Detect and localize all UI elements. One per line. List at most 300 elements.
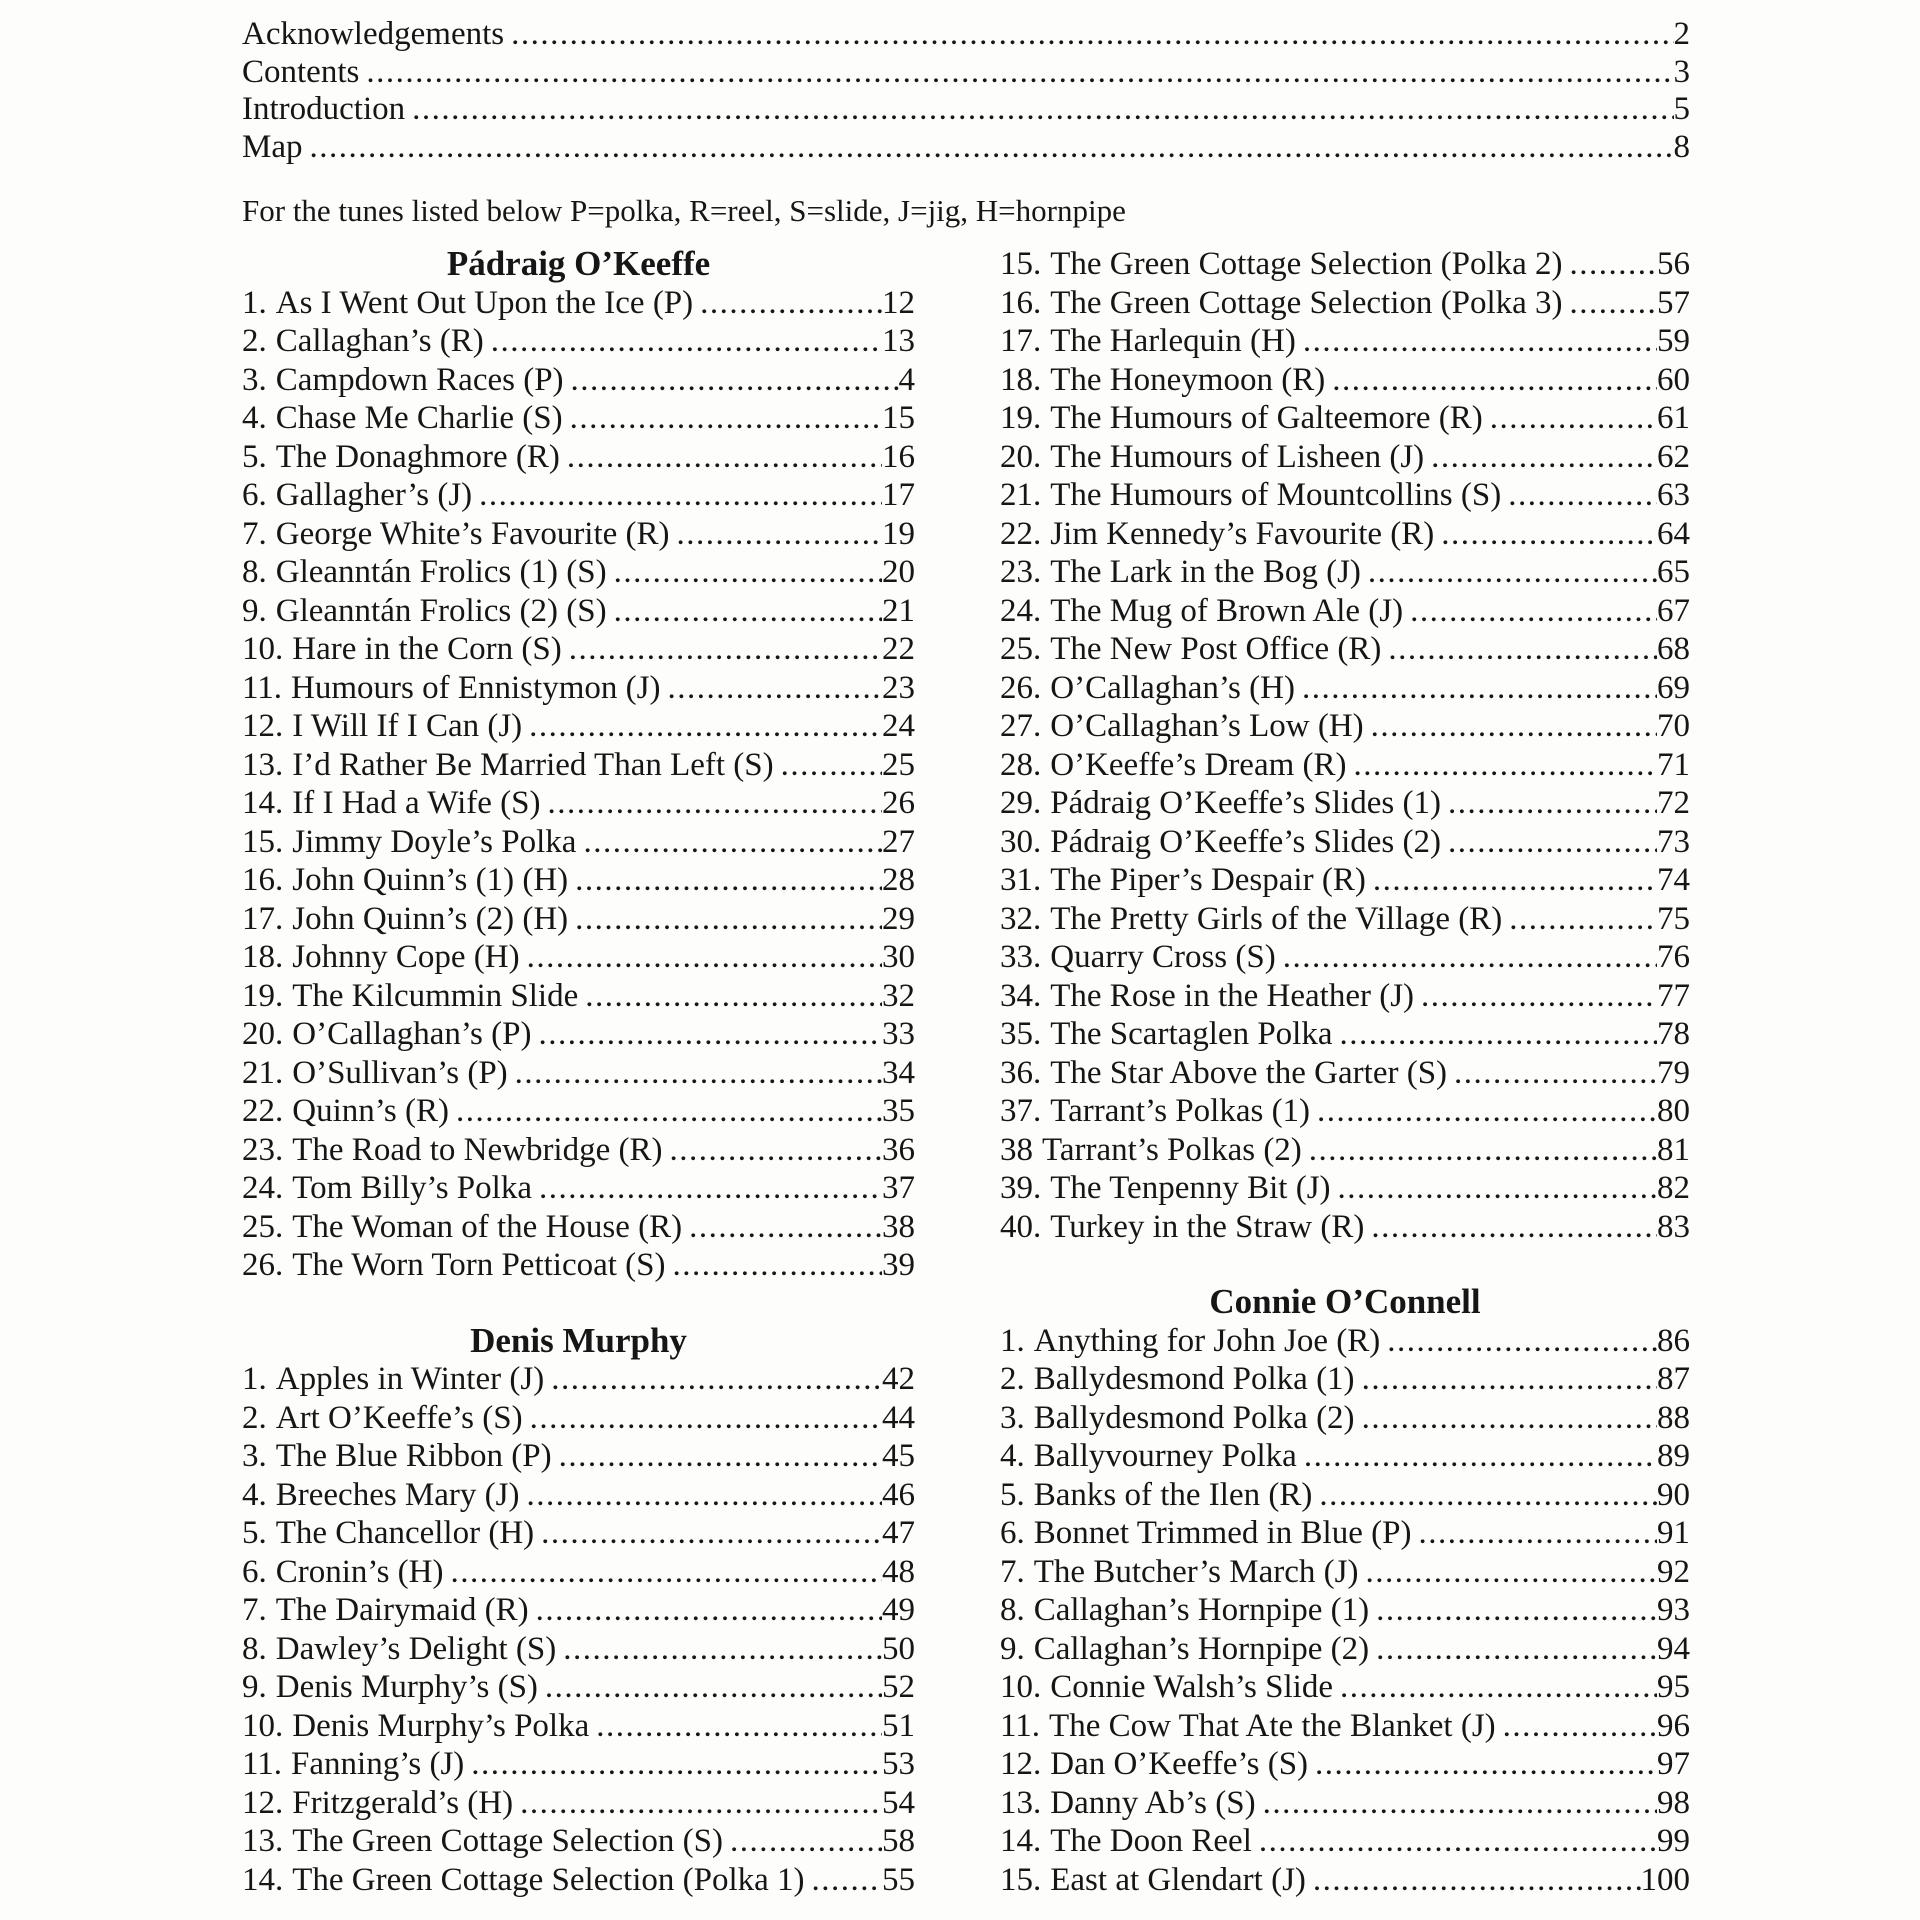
dot-leader [405, 91, 1673, 129]
toc-entry [1000, 1131, 1690, 1170]
toc-entry [242, 399, 915, 438]
entry-number: 12. [242, 708, 284, 744]
entry-number: 1. [242, 1361, 267, 1397]
entry-number: 8. [242, 554, 267, 590]
toc-entry [1000, 1360, 1690, 1399]
page-number: 52 [882, 1669, 915, 1705]
dot-leader [723, 1822, 882, 1861]
entry-number: 10. [242, 631, 284, 667]
entry-title: Callaghan’s Hornpipe (2) [1033, 1630, 1370, 1667]
toc-entry [1000, 630, 1690, 669]
toc-entry [1000, 1092, 1690, 1131]
entry-number: 23. [1000, 554, 1042, 590]
dot-leader [663, 1131, 883, 1170]
page-number: 12 [882, 284, 915, 321]
page-number: 69 [1657, 669, 1690, 706]
page-number: 15 [882, 400, 915, 436]
toc-entry [1000, 1437, 1690, 1476]
entry-number: 14. [1000, 1823, 1042, 1859]
dot-leader [1366, 861, 1657, 900]
page-number: 62 [1657, 438, 1690, 475]
dot-leader [562, 630, 882, 669]
entry-number: 36. [1000, 1054, 1042, 1091]
toc-entry [242, 1822, 915, 1861]
dot-leader [1447, 1054, 1657, 1093]
entry-title: O’Callaghan’s (H) [1050, 669, 1295, 706]
dot-leader [484, 322, 882, 361]
dot-leader [1325, 361, 1657, 400]
dot-leader [1306, 1861, 1641, 1900]
page-number: 5 [1673, 91, 1690, 127]
toc-entry [1000, 245, 1690, 284]
page-number: 97 [1657, 1746, 1690, 1782]
dot-leader [544, 1360, 882, 1399]
dot-leader [1411, 1514, 1657, 1553]
toc-entry [242, 1476, 915, 1515]
page-number: 68 [1657, 631, 1690, 667]
entry-number: 9. [1000, 1630, 1025, 1667]
entry-number: 8. [242, 1630, 267, 1667]
entry-number: 35. [1000, 1016, 1042, 1052]
toc-entry [1000, 938, 1690, 977]
dot-leader [660, 669, 882, 708]
dot-leader [556, 1630, 882, 1669]
page-number: 19 [882, 515, 915, 552]
page-number: 13 [882, 323, 915, 359]
page-number: 83 [1657, 1208, 1690, 1245]
entry-number: 17. [242, 900, 284, 937]
page-number: 60 [1657, 361, 1690, 398]
entry-title: The Green Cottage Selection (Polka 3) [1050, 284, 1563, 321]
entry-title: Hare in the Corn (S) [292, 631, 562, 667]
toc-entry [242, 1668, 915, 1707]
dot-leader [805, 1861, 882, 1900]
dot-leader [1496, 1707, 1657, 1746]
entry-number: 22. [242, 1093, 284, 1129]
toc-entry [242, 322, 915, 361]
toc-entry [242, 1131, 915, 1170]
toc-entry [1000, 361, 1690, 400]
dot-leader [522, 707, 882, 746]
toc-entry [242, 1745, 915, 1784]
entry-title: The Pretty Girls of the Village (R) [1050, 900, 1503, 937]
entry-number: 3. [242, 361, 267, 398]
entry-label: Contents [242, 53, 360, 90]
entry-title: Bonnet Trimmed in Blue (P) [1033, 1515, 1412, 1551]
toc-entry [1000, 438, 1690, 477]
page-number: 61 [1657, 400, 1690, 436]
dot-leader [564, 361, 899, 400]
toc-columns [242, 245, 1690, 1899]
page-number: 95 [1657, 1669, 1690, 1705]
entry-number: 2. [1000, 1361, 1025, 1397]
entry-number: 34. [1000, 977, 1042, 1014]
toc-column-left [242, 245, 915, 1899]
column-gap [915, 245, 1000, 1899]
toc-entry [242, 553, 915, 592]
front-matter-list [242, 16, 1690, 166]
entry-title: Tarrant’s Polkas (2) [1042, 1131, 1302, 1168]
entry-number: 13. [242, 746, 284, 783]
toc-entry [242, 784, 915, 823]
entry-title: Anything for John Joe (R) [1033, 1322, 1381, 1359]
entry-title: The Butcher’s March (J) [1033, 1553, 1359, 1590]
dot-leader [449, 1092, 882, 1131]
entry-title: Gallagher’s (J) [275, 477, 473, 513]
toc-entry [1000, 1322, 1690, 1361]
entry-title: Danny Ab’s (S) [1050, 1784, 1256, 1821]
page-number: 50 [882, 1630, 915, 1667]
page-number: 67 [1657, 592, 1690, 629]
toc-entry [1000, 1399, 1690, 1438]
toc-entry [242, 1399, 915, 1438]
page-number: 65 [1657, 554, 1690, 590]
entry-title: George White’s Favourite (R) [275, 515, 670, 552]
toc-entry [1000, 284, 1690, 323]
entry-number: 16. [1000, 284, 1042, 321]
toc-entry [1000, 1015, 1690, 1054]
entry-number: 32. [1000, 900, 1042, 937]
toc-entry [242, 592, 915, 631]
entry-title: The Humours of Mountcollins (S) [1050, 477, 1502, 513]
dot-leader [1501, 476, 1657, 515]
entry-number: 7. [242, 1592, 267, 1628]
entry-title: Connie Walsh’s Slide [1050, 1669, 1333, 1705]
entry-title: The Blue Ribbon (P) [275, 1438, 552, 1474]
entry-number: 15. [1000, 246, 1042, 282]
entry-number: 3. [242, 1438, 267, 1474]
toc-entry [242, 823, 915, 862]
toc-entry [1000, 322, 1690, 361]
dot-leader [1296, 322, 1657, 361]
dot-leader [1364, 707, 1657, 746]
page-number: 2 [1673, 16, 1690, 52]
dot-leader [560, 438, 882, 477]
entry-number: 1. [242, 284, 267, 321]
toc-entry [1000, 1208, 1690, 1247]
page-number: 8 [1673, 128, 1690, 165]
entry-number: 5. [242, 438, 267, 475]
entry-title: Denis Murphy’s (S) [275, 1669, 538, 1705]
toc-entry [242, 707, 915, 746]
toc-entry [242, 1169, 915, 1208]
dot-leader [607, 592, 882, 631]
dot-leader [538, 1668, 882, 1707]
toc-entry [1000, 784, 1690, 823]
entry-title: Gleanntán Frolics (2) (S) [275, 592, 607, 629]
entry-number: 11. [242, 1746, 283, 1782]
page-number: 29 [882, 900, 915, 937]
toc-entry [242, 438, 915, 477]
entry-title: The Woman of the House (R) [292, 1208, 683, 1245]
dot-leader [1333, 1015, 1658, 1054]
toc-entry [1000, 592, 1690, 631]
entry-number: 25. [1000, 631, 1042, 667]
dot-leader [1364, 1208, 1657, 1247]
entry-number: 15. [242, 823, 284, 860]
dot-leader [531, 1015, 882, 1054]
page-number: 17 [882, 477, 915, 513]
entry-title: Callaghan’s (R) [275, 323, 484, 359]
entry-number: 14. [242, 1861, 284, 1898]
dot-leader [1441, 823, 1657, 862]
toc-entry [242, 284, 915, 323]
entry-number: 31. [1000, 862, 1042, 898]
page-number: 16 [882, 438, 915, 475]
page-number: 49 [882, 1592, 915, 1628]
dot-leader [1276, 938, 1657, 977]
toc-entry [242, 861, 915, 900]
entry-number: 1. [1000, 1322, 1025, 1359]
toc-entry [1000, 399, 1690, 438]
dot-leader [520, 938, 882, 977]
entry-title: Fritzgerald’s (H) [292, 1784, 514, 1821]
dot-leader [472, 476, 882, 515]
page-number: 82 [1657, 1170, 1690, 1206]
page-number: 53 [882, 1746, 915, 1782]
entry-number: 19. [242, 977, 284, 1014]
dot-leader [1312, 1476, 1657, 1515]
entry-title: Ballydesmond Polka (1) [1033, 1361, 1355, 1397]
entry-title: Cronin’s (H) [275, 1553, 444, 1590]
toc-entry [1000, 823, 1690, 862]
page-number: 21 [882, 592, 915, 629]
entry-title: The Dairymaid (R) [275, 1592, 529, 1628]
entry-number: 21. [1000, 477, 1042, 513]
page-number: 77 [1657, 977, 1690, 1014]
entry-title: The Green Cottage Selection (Polka 1) [292, 1861, 805, 1898]
entry-title: The Star Above the Garter (S) [1050, 1054, 1448, 1091]
entry-title: The Cow That Ate the Blanket (J) [1049, 1707, 1496, 1744]
dot-leader [1424, 438, 1657, 477]
page-number: 81 [1657, 1131, 1690, 1168]
entry-title: The Green Cottage Selection (S) [292, 1823, 723, 1859]
toc-entry [1000, 1553, 1690, 1592]
entry-number: 8. [1000, 1592, 1025, 1628]
dot-leader [670, 515, 882, 554]
entry-number: 23. [242, 1131, 284, 1168]
page-number: 25 [882, 746, 915, 783]
entry-title: Humours of Ennistymon (J) [291, 669, 661, 706]
entry-number: 28. [1000, 746, 1042, 783]
entry-number: 11. [242, 669, 283, 706]
page-number: 78 [1657, 1016, 1690, 1052]
page-number: 94 [1657, 1630, 1690, 1667]
entry-title: The Tenpenny Bit (J) [1050, 1170, 1331, 1206]
entry-title: Fanning’s (J) [291, 1746, 465, 1782]
entry-title: The New Post Office (R) [1050, 631, 1382, 667]
dot-leader [607, 553, 882, 592]
dot-leader [1381, 630, 1657, 669]
page-number: 48 [882, 1553, 915, 1590]
dot-leader [774, 746, 882, 785]
page-number: 72 [1657, 785, 1690, 821]
entry-title: John Quinn’s (2) (H) [292, 900, 569, 937]
page-number: 30 [882, 939, 915, 975]
entry-title: East at Glendart (J) [1050, 1861, 1306, 1898]
entry-title: The Humours of Galteemore (R) [1050, 400, 1483, 436]
dot-leader [1369, 1591, 1657, 1630]
entry-title: Art O’Keeffe’s (S) [275, 1399, 523, 1436]
page-number: 79 [1657, 1054, 1690, 1091]
entry-label: Acknowledgements [242, 16, 505, 52]
toc-entry [1000, 1591, 1690, 1630]
entry-title: The Mug of Brown Ale (J) [1050, 592, 1404, 629]
dot-leader [1563, 284, 1657, 323]
entry-title: Quarry Cross (S) [1050, 939, 1276, 975]
entry-number: 13. [242, 1823, 284, 1859]
entry-number: 5. [1000, 1476, 1025, 1513]
toc-entry [1000, 1169, 1690, 1208]
entry-number: 40. [1000, 1208, 1042, 1245]
page-number: 45 [882, 1438, 915, 1474]
entry-number: 17. [1000, 323, 1042, 359]
page-number: 57 [1657, 284, 1690, 321]
entry-number: 20. [242, 1016, 284, 1052]
page-number: 99 [1657, 1823, 1690, 1859]
page-number: 3 [1673, 53, 1690, 90]
toc-entry [242, 1208, 915, 1247]
entry-number: 9. [242, 1669, 267, 1705]
toc-entry [242, 900, 915, 939]
entry-number: 11. [1000, 1707, 1041, 1744]
entry-number: 24. [242, 1170, 284, 1206]
entry-number: 27. [1000, 708, 1042, 744]
dot-leader [1256, 1784, 1657, 1823]
entry-title: The Honeymoon (R) [1050, 361, 1326, 398]
entry-number: 26. [242, 1247, 284, 1283]
entry-number: 6. [1000, 1515, 1025, 1551]
entry-number: 5. [242, 1515, 267, 1551]
toc-entry [1000, 1476, 1690, 1515]
entry-title: The Rose in the Heather (J) [1050, 977, 1415, 1014]
entry-title: The Lark in the Bog (J) [1050, 554, 1361, 590]
entry-title: Tom Billy’s Polka [292, 1170, 532, 1206]
toc-entry [242, 1360, 915, 1399]
entry-title: Banks of the Ilen (R) [1033, 1476, 1313, 1513]
dot-leader [1361, 553, 1657, 592]
toc-entry [1000, 476, 1690, 515]
dot-leader [1358, 1553, 1657, 1592]
page-number: 87 [1657, 1361, 1690, 1397]
page-number: 55 [882, 1861, 915, 1898]
entry-number: 4. [242, 400, 267, 436]
page-number: 90 [1657, 1476, 1690, 1513]
dot-leader [563, 399, 882, 438]
entry-title: If I Had a Wife (S) [292, 785, 541, 821]
entry-number: 10. [242, 1707, 284, 1744]
entry-number: 37. [1000, 1093, 1042, 1129]
toc-entry [242, 1015, 915, 1054]
page-number: 22 [882, 631, 915, 667]
dot-leader [578, 977, 882, 1016]
legend-note: For the tunes listed below P=polka, R=reel, S=slide, J=jig, H=hornpipe [242, 193, 1126, 228]
page-number: 27 [882, 823, 915, 860]
entry-title: Tarrant’s Polkas (1) [1050, 1093, 1311, 1129]
dot-leader [1355, 1399, 1657, 1438]
toc-entry [1000, 900, 1690, 939]
toc-entry [1000, 1054, 1690, 1093]
toc-entry [1000, 746, 1690, 785]
toc-entry [242, 476, 915, 515]
dot-leader [1355, 1360, 1657, 1399]
entry-number: 6. [242, 1553, 267, 1590]
dot-leader [693, 284, 882, 323]
toc-entry [1000, 669, 1690, 708]
entry-title: Ballydesmond Polka (2) [1033, 1399, 1355, 1436]
front-matter-entry [242, 129, 1690, 167]
dot-leader [529, 1591, 882, 1630]
toc-entry [242, 977, 915, 1016]
toc-entry [1000, 1630, 1690, 1669]
entry-label: Introduction [242, 91, 406, 127]
front-matter-entry [242, 54, 1690, 92]
page-number: 36 [882, 1131, 915, 1168]
toc-entry [1000, 1861, 1690, 1900]
toc-entry [1000, 707, 1690, 746]
entry-number: 19. [1000, 400, 1042, 436]
entry-title: Gleanntán Frolics (1) (S) [275, 554, 607, 590]
section-heading: Denis Murphy [470, 1320, 687, 1360]
page-number: 28 [882, 862, 915, 898]
dot-leader [589, 1707, 882, 1746]
page-number: 26 [882, 785, 915, 821]
entry-title: Apples in Winter (J) [275, 1361, 545, 1397]
entry-number: 6. [242, 477, 267, 513]
entry-title: As I Went Out Upon the Ice (P) [275, 284, 694, 321]
entry-title: The Green Cottage Selection (Polka 2) [1050, 246, 1563, 282]
page-number: 58 [882, 1823, 915, 1859]
toc-entry [1000, 1668, 1690, 1707]
entry-title: The Road to Newbridge (R) [292, 1131, 663, 1168]
entry-title: The Piper’s Despair (R) [1050, 862, 1366, 898]
entry-number: 12. [242, 1784, 284, 1821]
page-number: 56 [1657, 246, 1690, 282]
toc-entry [242, 1246, 915, 1285]
entry-title: Ballyvourney Polka [1033, 1438, 1297, 1474]
entry-title: Turkey in the Straw (R) [1050, 1208, 1365, 1245]
toc-entry [242, 1514, 915, 1553]
toc-entry [242, 515, 915, 554]
section-heading: Connie O’Connell [1209, 1282, 1481, 1321]
entry-number: 15. [1000, 1861, 1042, 1898]
page-number: 42 [882, 1361, 915, 1397]
dot-leader [504, 16, 1673, 54]
dot-leader [464, 1745, 882, 1784]
dot-leader [519, 1476, 882, 1515]
toc-entry [242, 1437, 915, 1476]
entry-number: 13. [1000, 1784, 1042, 1821]
toc-entry [242, 1707, 915, 1746]
page-number: 63 [1657, 477, 1690, 513]
page-number: 32 [882, 977, 915, 1014]
entry-number: 10. [1000, 1669, 1042, 1705]
page-number: 64 [1657, 515, 1690, 552]
entry-title: I’d Rather Be Married Than Left (S) [292, 746, 774, 783]
toc-entry [1000, 553, 1690, 592]
toc-entry [242, 1591, 915, 1630]
dot-leader [303, 129, 1674, 167]
dot-leader [1441, 784, 1657, 823]
dot-leader [1502, 900, 1657, 939]
dot-leader [666, 1246, 883, 1285]
dot-leader [1252, 1822, 1657, 1861]
entry-number: 2. [242, 323, 267, 359]
toc-entry [1000, 1822, 1690, 1861]
entry-number: 25. [242, 1208, 284, 1245]
entry-title: Dan O’Keeffe’s (S) [1050, 1746, 1309, 1782]
dot-leader [508, 1054, 882, 1093]
